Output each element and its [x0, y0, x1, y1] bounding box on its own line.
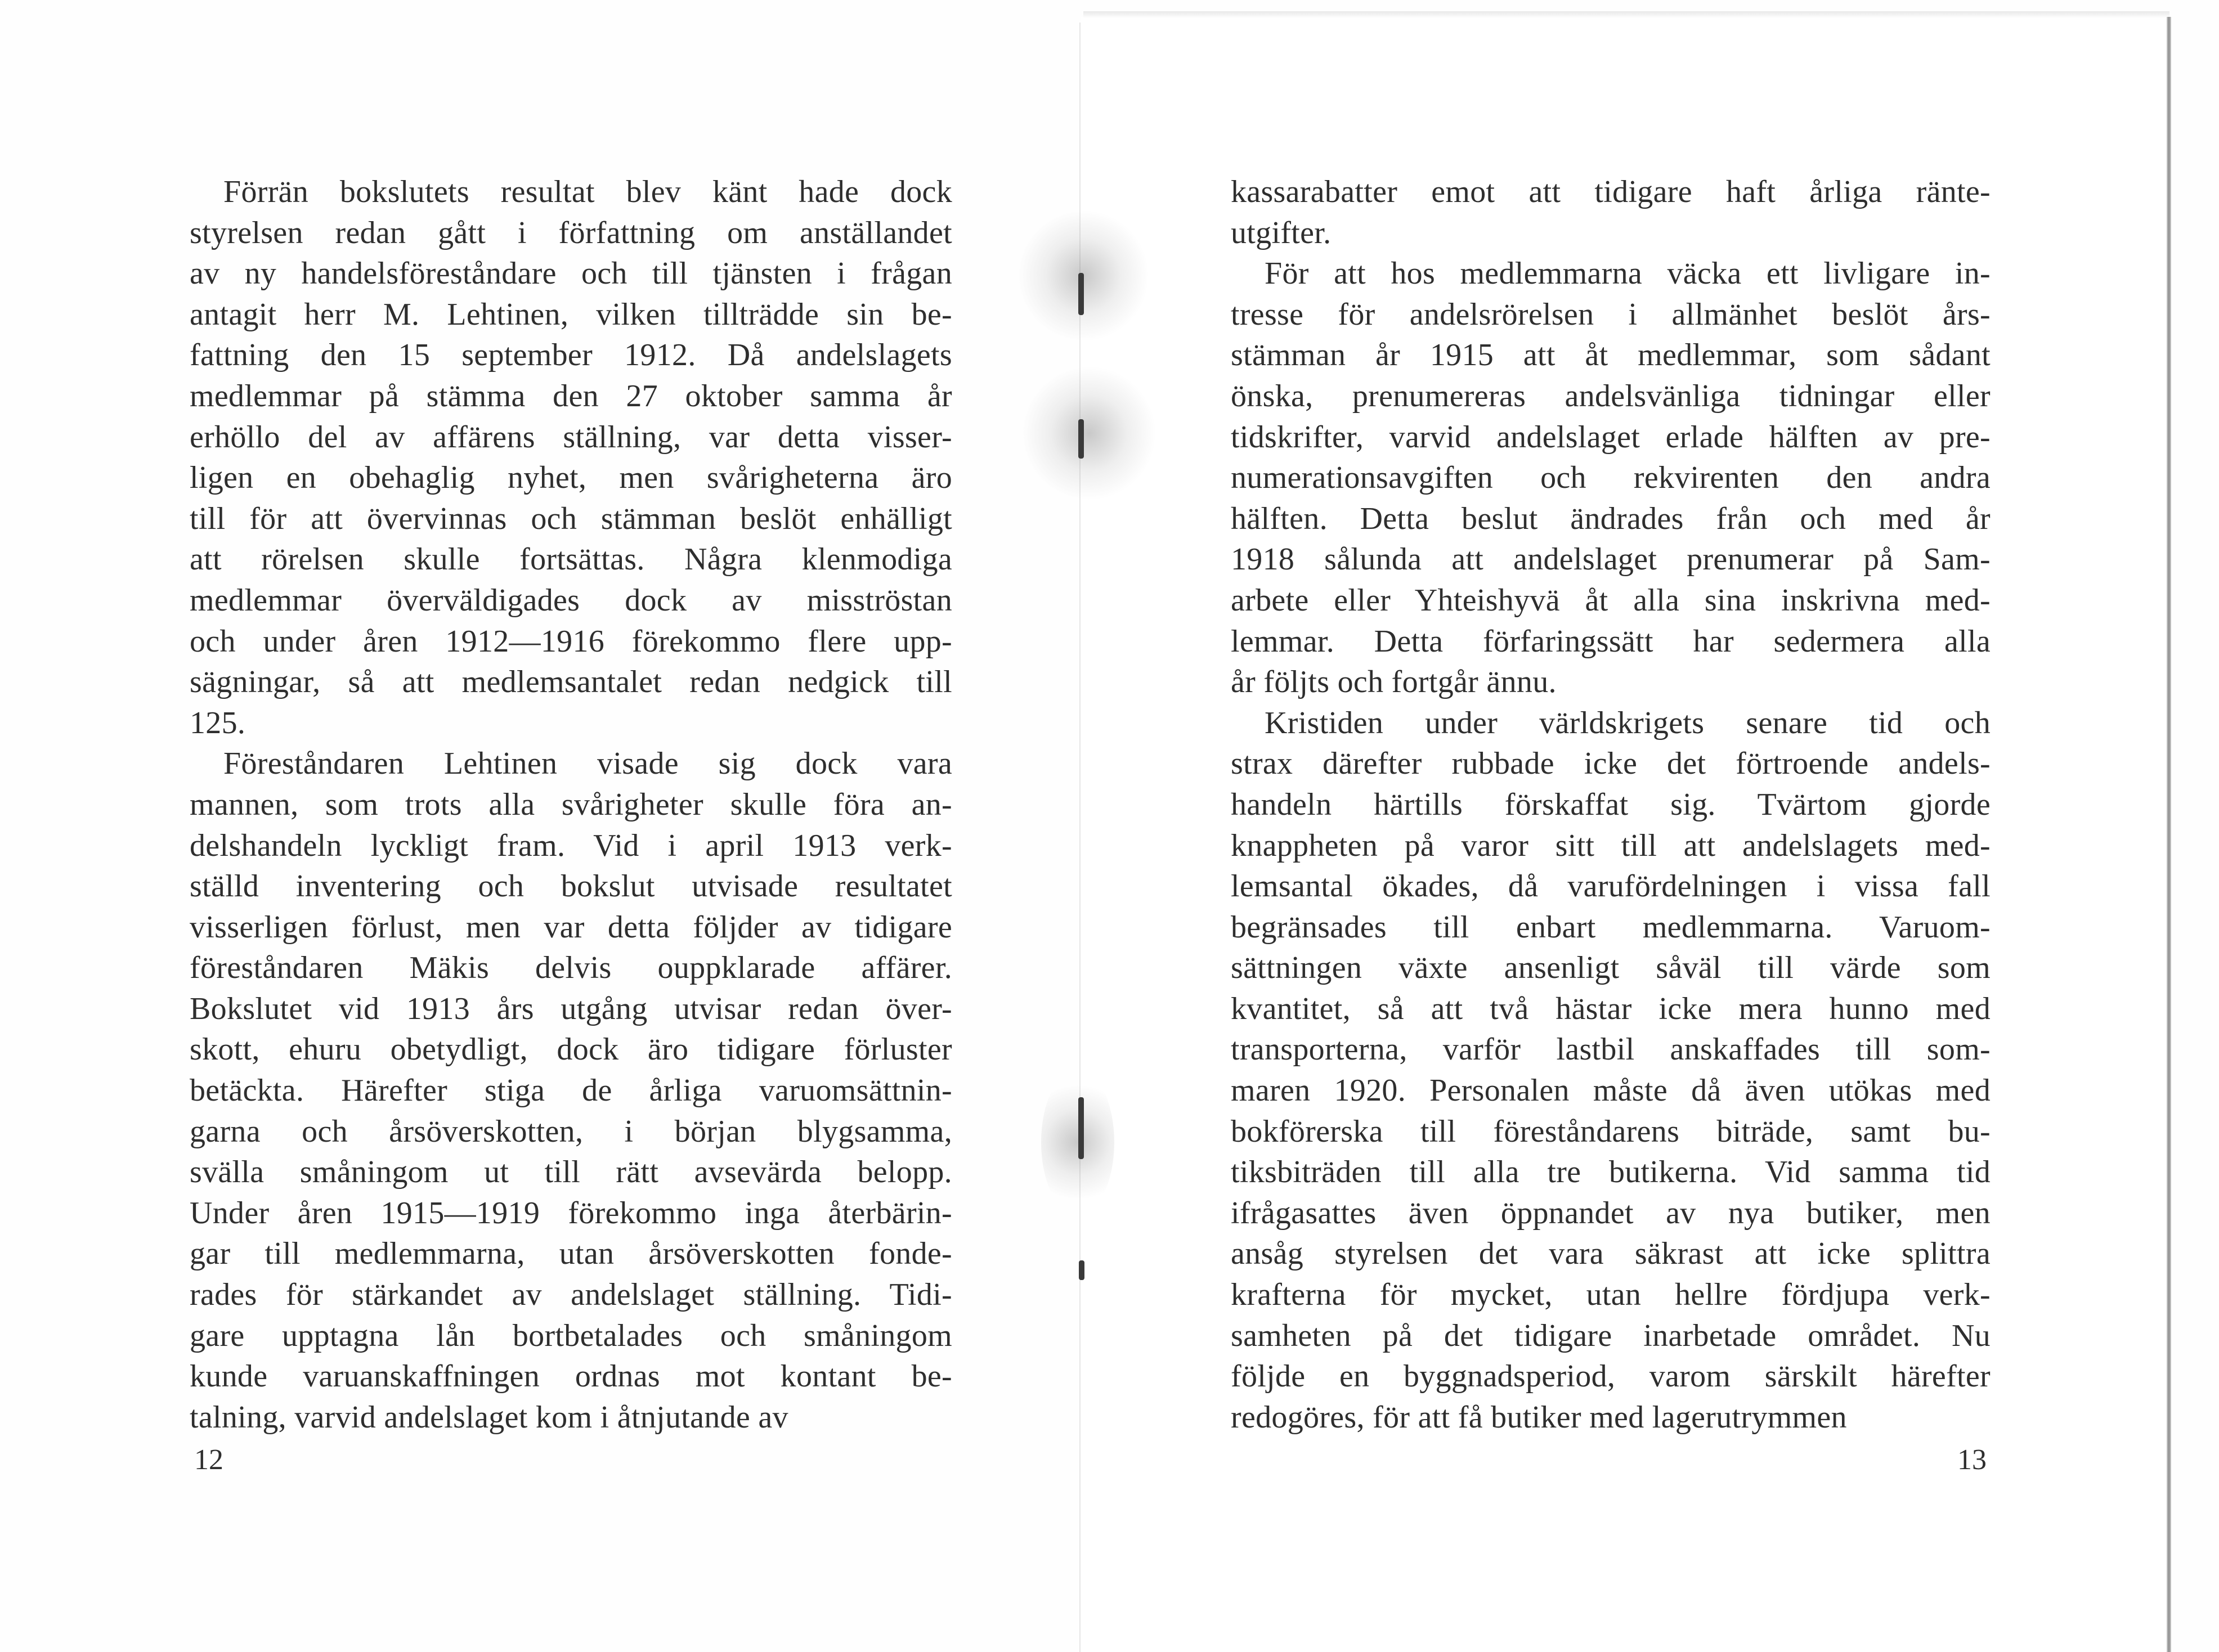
page-edge-shadow	[2167, 17, 2171, 1652]
text-line: medlemmar överväldigades dock av misströstan	[190, 582, 952, 618]
text-line: kunde varuanskaffningen ordnas mot kontant be-	[190, 1359, 952, 1394]
text-line: betäckta. Härefter stiga de årliga varuomsättnin-	[190, 1073, 952, 1108]
text-line: ansåg styrelsen det vara säkrast att icke splittra	[1231, 1236, 1991, 1272]
text-line: Under åren 1915—1919 förekommo inga återbärin-	[190, 1195, 952, 1231]
text-line: numerationsavgiften och rekvirenten den andra	[1231, 460, 1991, 496]
text-line: För att hos medlemmarna väcka ett livligare in-	[1265, 256, 1991, 291]
text-line: arbete eller Yhteishyvä åt alla sina inskrivna med-	[1231, 582, 1991, 618]
text-line: önska, prenumereras andelsvänliga tidningar eller	[1231, 378, 1991, 414]
text-line: rades för stärkandet av andelslaget ställning. Tidi-	[190, 1277, 952, 1313]
text-line: tresse för andelsrörelsen i allmänhet beslöt års-	[1231, 297, 1991, 332]
text-line: garna och årsöverskotten, i början blygsamma,	[190, 1114, 952, 1149]
text-line: skott, ehuru obetydligt, dock äro tidigare förluster	[190, 1032, 952, 1067]
text-line: till för att övervinnas och stämman beslöt enhälligt	[190, 501, 952, 536]
text-line: lemmar. Detta förfaringssätt har sedermera alla	[1231, 623, 1991, 659]
text-line: Kristiden under världskrigets senare tid och	[1265, 705, 1991, 740]
text-line: lemsantal ökades, då varufördelningen i vissa fall	[1231, 869, 1991, 904]
text-line: handeln härtills förskaffat sig. Tvärtom gjorde	[1231, 787, 1991, 822]
text-line: och under åren 1912—1916 förekommo flere upp-	[190, 623, 952, 659]
text-line: gare upptagna lån bortbetalades och småningom	[190, 1318, 952, 1353]
text-line: Förrän bokslutets resultat blev känt hade dock	[223, 174, 952, 209]
text-line: år följts och fortgår ännu.	[1231, 665, 1557, 700]
text-line: Föreståndaren Lehtinen visade sig dock vara	[223, 746, 952, 782]
text-line: styrelsen redan gått i författning om anställandet	[190, 215, 952, 250]
text-line: samheten på det tidigare inarbetade området. Nu	[1231, 1318, 1991, 1353]
text-line: följde en byggnadsperiod, varom särskilt härefter	[1231, 1359, 1991, 1394]
text-line: sägningar, så att medlemsantalet redan nedgick till	[190, 665, 952, 700]
page-number-right: 13	[1957, 1444, 1987, 1476]
text-line: talning, varvid andelslaget kom i åtnjutande av	[190, 1399, 788, 1435]
staple-mark	[1078, 273, 1084, 315]
text-line: begränsades till enbart medlemmarna. Varuom-	[1231, 909, 1991, 945]
text-line: krafterna för mycket, utan hellre fördjupa verk-	[1231, 1277, 1991, 1313]
text-line: medlemmar på stämma den 27 oktober samma år	[190, 378, 952, 414]
text-line: knappheten på varor sitt till att andelslagets med-	[1231, 828, 1991, 863]
text-line: mannen, som trots alla svårigheter skulle föra an-	[190, 787, 952, 822]
text-line: föreståndaren Mäkis delvis ouppklarade affärer.	[190, 950, 952, 986]
text-line: 1918 sålunda att andelslaget prenumerar på Sam-	[1231, 542, 1991, 577]
text-line: Bokslutet vid 1913 års utgång utvisar redan över-	[190, 991, 952, 1026]
right-page-text	[1231, 172, 1991, 1438]
text-line: visserligen förlust, men var detta följder av tidigare	[190, 909, 952, 945]
text-line: att rörelsen skulle fortsättas. Några klenmodiga	[190, 542, 952, 577]
text-line: redogöres, för att få butiker med lagerutrymmen	[1231, 1399, 1847, 1435]
text-line: delshandeln lyckligt fram. Vid i april 1913 verk-	[190, 828, 952, 863]
text-line: sättningen växte ansenligt såväl till värde som	[1231, 950, 1991, 986]
text-line: strax därefter rubbade icke det förtroende andels-	[1231, 746, 1991, 782]
text-line: svälla småningom ut till rätt avsevärda belopp.	[190, 1155, 952, 1190]
text-line: hälften. Detta beslut ändrades från och med år	[1231, 501, 1991, 536]
text-line: maren 1920. Personalen måste då även utökas med	[1231, 1073, 1991, 1108]
text-line: gar till medlemmarna, utan årsöverskotten fonde-	[190, 1236, 952, 1272]
text-line: tidskrifter, varvid andelslaget erlade hälften av pre-	[1231, 419, 1991, 455]
stain-mark	[1021, 366, 1156, 501]
page-top-shadow	[1083, 11, 2169, 18]
text-line: erhöllo del av affärens ställning, var detta visser-	[190, 419, 952, 455]
left-page-text	[190, 172, 952, 1438]
text-line: fattning den 15 september 1912. Då andelslagets	[190, 338, 952, 373]
text-line: kvantitet, så att två hästar icke mera hunno med	[1231, 991, 1991, 1026]
stain-mark	[1041, 1069, 1114, 1215]
staple-mark	[1078, 419, 1084, 459]
text-line: stämman år 1915 att åt medlemmar, som sådant	[1231, 338, 1991, 373]
text-line: kassarabatter emot att tidigare haft årliga ränte-	[1231, 174, 1991, 209]
text-line: ifrågasattes även öppnandet av nya butiker, men	[1231, 1195, 1991, 1231]
text-line: ligen en obehaglig nyhet, men svårigheterna äro	[190, 460, 952, 496]
text-line: av ny handelsföreståndare och till tjänsten i frågan	[190, 256, 952, 291]
text-line: utgifter.	[1231, 215, 1332, 250]
text-line: 125.	[190, 705, 246, 740]
text-line: tiksbiträden till alla tre butikerna. Vid samma tid	[1231, 1155, 1991, 1190]
text-line: transporterna, varför lastbil anskaffades till som-	[1231, 1032, 1991, 1067]
text-line: bokförerska till föreståndarens biträde, samt bu-	[1231, 1114, 1991, 1149]
staple-mark	[1079, 1260, 1084, 1280]
staple-mark	[1078, 1097, 1084, 1159]
text-line: antagit herr M. Lehtinen, vilken tillträdde sin be-	[190, 297, 952, 332]
page-number-left: 12	[194, 1444, 223, 1476]
text-line: ställd inventering och bokslut utvisade resultatet	[190, 869, 952, 904]
